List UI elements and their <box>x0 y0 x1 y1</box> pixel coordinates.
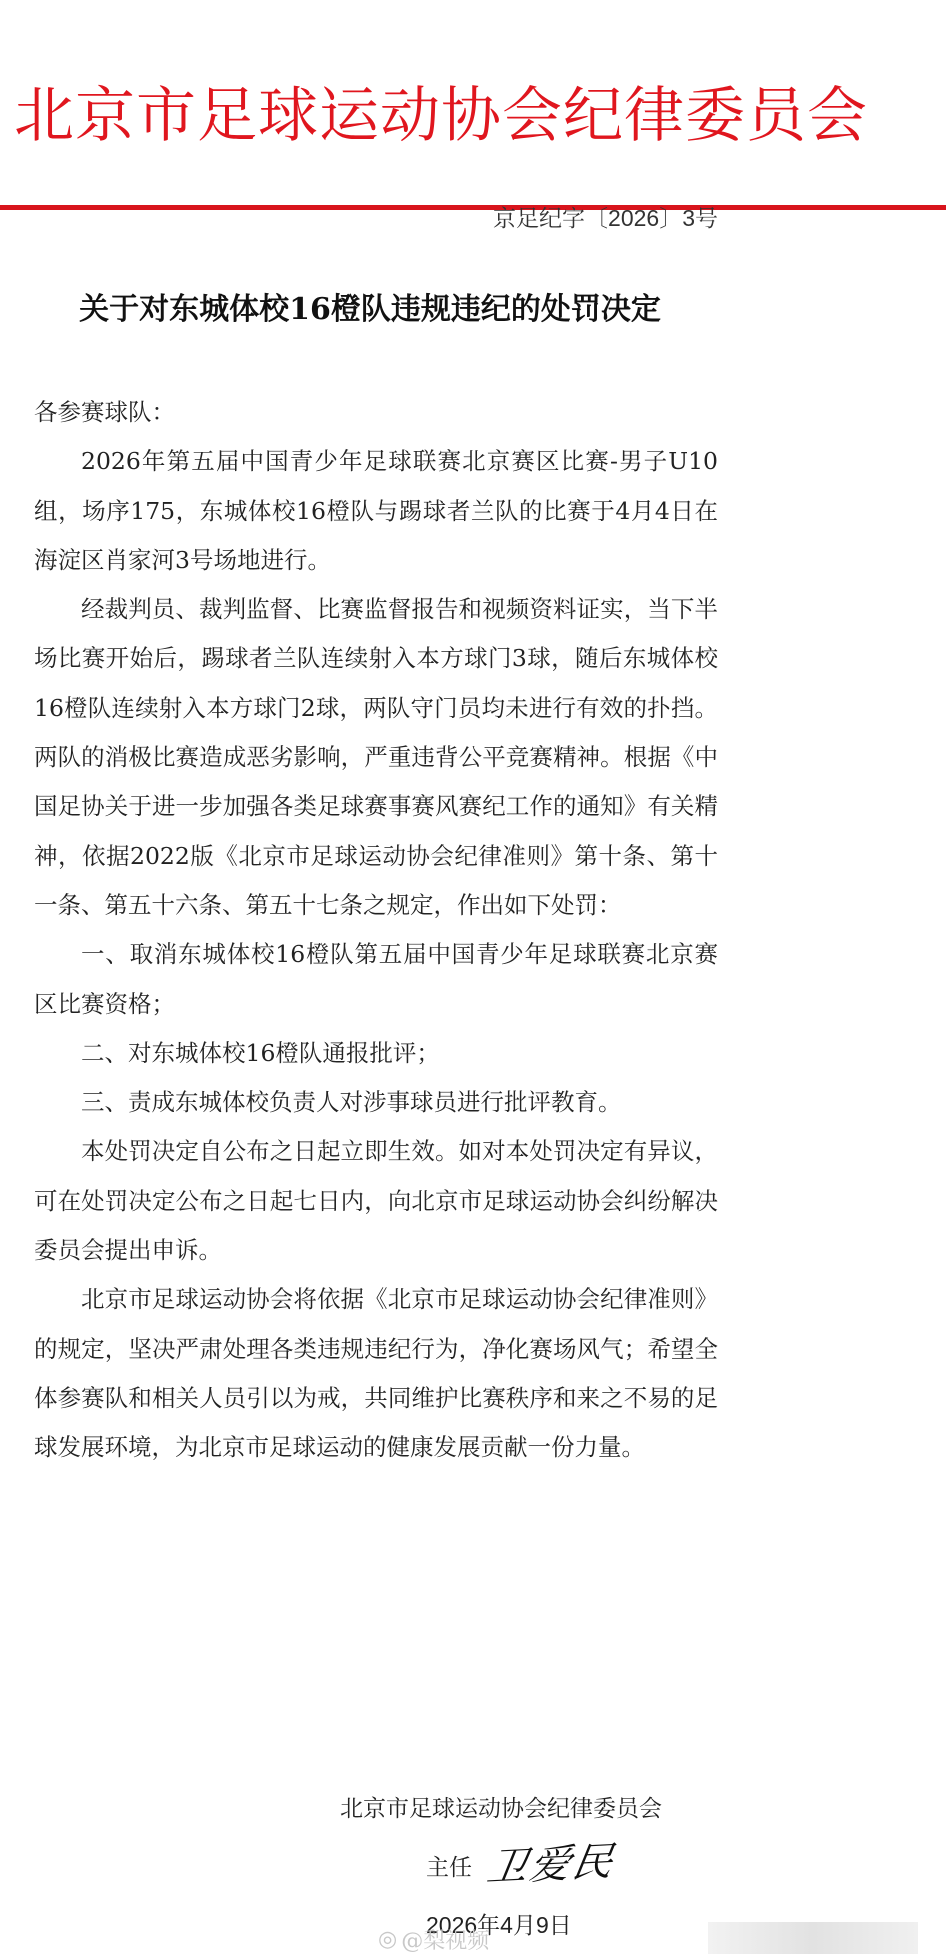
director-title: 主任 <box>426 1854 472 1881</box>
weibo-icon: ◎ <box>378 1927 398 1952</box>
paragraph: 本处罚决定自公布之日起立即生效。如对本处罚决定有异议，可在处罚决定公布之日起七日内，向北京市足球运动协会纠纷解决委员会提出申诉。 <box>34 1137 718 1265</box>
blurred-region <box>708 1922 918 1954</box>
handwritten-signature: 卫爱民 <box>483 1838 619 1892</box>
penalty-item: 二、对东城体校16橙队通报批评； <box>81 1038 440 1067</box>
paragraph: 经裁判员、裁判监督、比赛监督报告和视频资料证实，当下半场比赛开始后，踢球者兰队连续射入本方球门3球，随后东城体校16橙队连续射入本方球门2球，两队守门员均未进行有效的扑挡。两队的消极比赛造成恶劣影响，严重违背公平竞赛精神。根据《中国足协关于进一步加强各类足球赛事赛风赛纪工作的通知》有关精神，依据2022版《北京市足球运动协会纪律准则》第十条、第十一条、第五十六条、第五十七条之规定，作出如下处罚： <box>34 595 718 919</box>
penalty-item: 一、取消东城体校16橙队第五届中国青少年足球联赛北京赛区比赛资格； <box>34 940 718 1018</box>
watermark <box>378 1924 489 1955</box>
document-heading: 关于对东城体校16橙队违规违纪的处罚决定 <box>79 292 661 327</box>
signature-org: 北京市足球运动协会纪律委员会 <box>340 1796 662 1822</box>
signature-block <box>340 1790 720 1940</box>
document-body <box>34 388 718 1473</box>
penalty-item: 三、责成东城体校负责人对涉事球员进行批评教育。 <box>81 1088 622 1117</box>
letterhead-title: 北京市足球运动协会纪律委员会 <box>14 81 868 151</box>
watermark-text: @梨视频 <box>401 1929 490 1954</box>
signature-date: 2026年4月9日 <box>426 1912 572 1938</box>
document-number: 京足纪字〔2026〕3号 <box>493 205 718 231</box>
paragraph: 2026年第五届中国青少年足球联赛北京赛区比赛-男子U10组，场序175，东城体校16橙队与踢球者兰队的比赛于4月4日在海淀区肖家河3号场地进行。 <box>34 447 718 574</box>
paragraph: 北京市足球运动协会将依据《北京市足球运动协会纪律准则》的规定，坚决严肃处理各类违规违纪行为，净化赛场风气；希望全体参赛队和相关人员引以为戒，共同维护比赛秩序和来之不易的足球发展环境，为北京市足球运动的健康发展贡献一份力量。 <box>34 1285 718 1462</box>
salutation: 各参赛球队： <box>34 398 175 426</box>
director-line <box>340 1837 720 1893</box>
letterhead-divider <box>0 205 946 210</box>
